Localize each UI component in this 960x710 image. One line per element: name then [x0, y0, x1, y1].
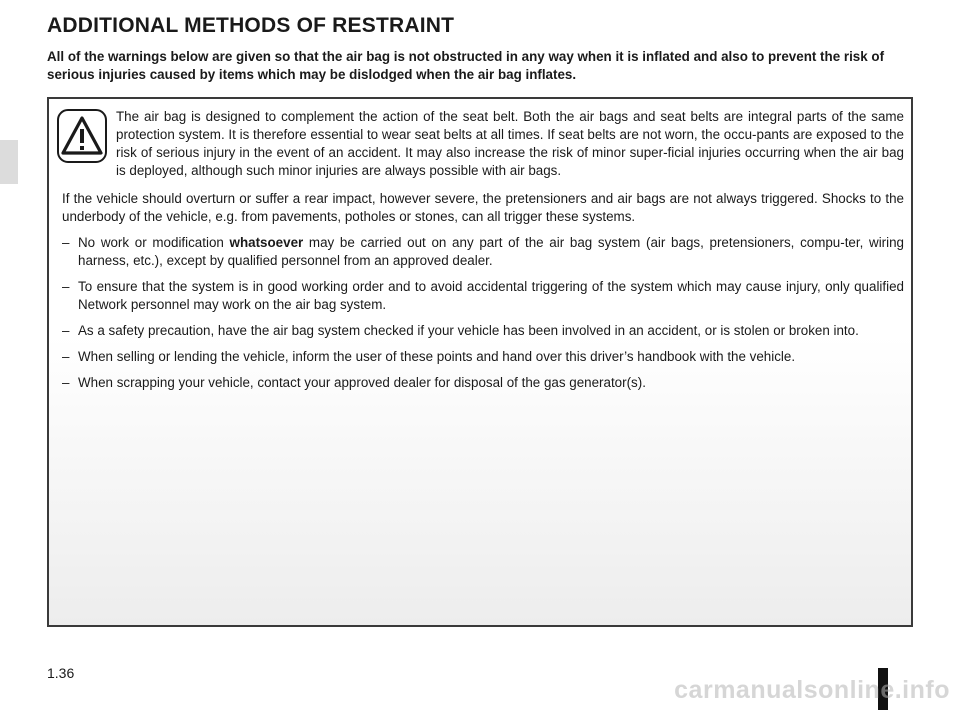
- bullet-dash: –: [62, 323, 70, 338]
- warning-triangle-icon: [57, 109, 107, 163]
- section-tab: [0, 140, 18, 184]
- bullet-dash: –: [62, 375, 70, 390]
- list-item: [62, 278, 904, 314]
- list-item-emphasis: whatsoever: [229, 235, 304, 250]
- list-item-text: When scrapping your vehicle, contact your approved dealer for disposal of the gas generator(s).: [78, 375, 646, 390]
- bullet-dash: –: [62, 349, 70, 364]
- page-title: ADDITIONAL METHODS OF RESTRAINT: [47, 14, 455, 37]
- warning-lead-text: The air bag is designed to complement the action of the seat belt. Both the air bags and seat belts are integral parts of the same protection system. It is therefore essential to wear seat belts at all times. If seat belts are not worn, the occu-pants are exposed to the risk of serious injury in the event of an accident. It may also increase the risk of minor super-ficial injuries occurring when the air bag is deployed, although such minor injuries are always possible with air bags.: [116, 109, 904, 178]
- bullet-dash: –: [62, 235, 70, 250]
- list-item-text: When selling or lending the vehicle, inform the user of these points and hand over this driver’s handbook with the vehicle.: [78, 349, 796, 364]
- warning-list: [62, 234, 904, 392]
- list-item-text: No work or modification: [78, 235, 230, 250]
- warning-box: [47, 97, 913, 627]
- intro-text: All of the warnings below are given so that the air bag is not obstructed in any way when it is inflated and also to prevent the risk of serious injuries caused by items which may be dislodged when the air bag inflates.: [47, 49, 885, 82]
- warning-body: [62, 190, 904, 400]
- page-number: 1.36: [47, 665, 75, 681]
- list-item-text: may be carried out on any part of the air bag system (air bags, pretensioners, compu-ter, wiring harness, etc.), except by qualified personnel from an approved dealer.: [78, 235, 904, 268]
- bullet-dash: –: [62, 279, 70, 294]
- watermark: carmanualsonline.info: [674, 676, 950, 704]
- list-item: [62, 374, 904, 392]
- list-item: [62, 348, 904, 366]
- warning-paragraph: If the vehicle should overturn or suffer a rear impact, however severe, the pretensioners and air bags are not always triggered. Shocks to the underbody of the vehicle, e.g. from pavements, potholes or stones, can all trigger these systems.: [62, 191, 904, 224]
- list-item-text: To ensure that the system is in good working order and to avoid accidental triggering of the system which may cause injury, only qualified Network personnel may work on the air bag system.: [78, 279, 904, 312]
- list-item-text: As a safety precaution, have the air bag system checked if your vehicle has been involved in an accident, or is stolen or broken into.: [78, 323, 859, 338]
- list-item: [62, 322, 904, 340]
- list-item: [62, 234, 904, 270]
